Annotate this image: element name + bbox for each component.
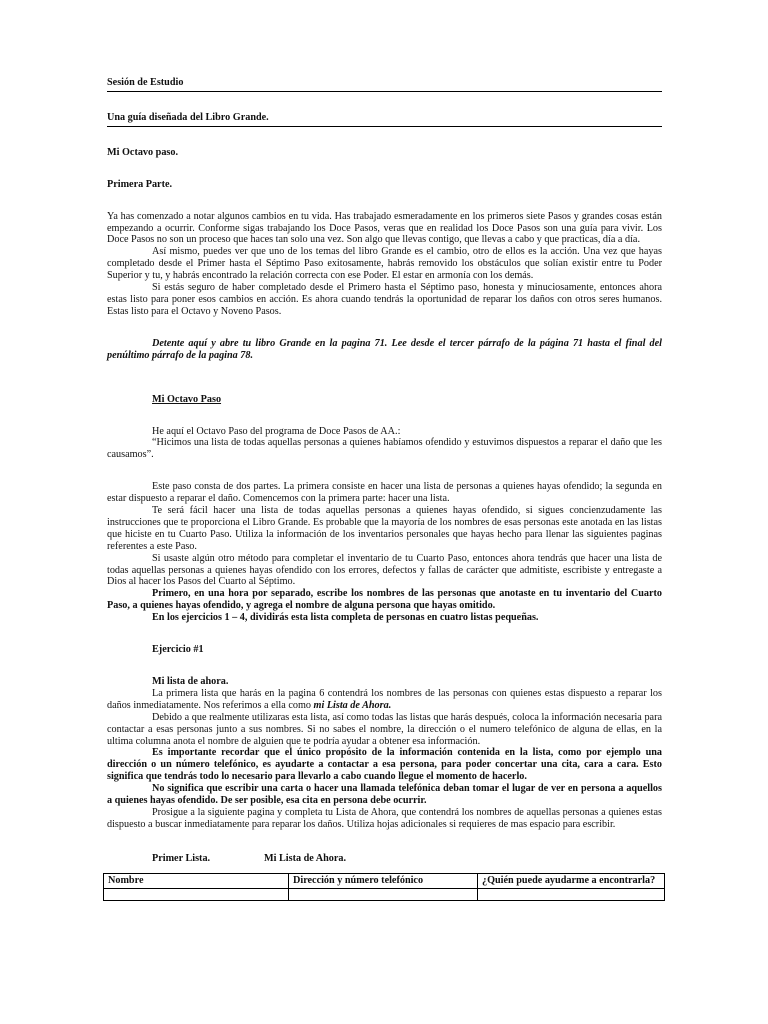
list-label: Primer Lista.: [152, 852, 211, 864]
intro-paragraph-2: Así mismo, puedes ver que uno de los temas del libro Grande es el cambio, otro de ellos es la acción. Una vez que hayas completado desde el Primer hasta el Séptimo Paso exitosamente, habrás removido los obstáculos que solían existir entre tu Poder Superior y tu, y habrás encontrado la relación correcta con ese Poder. El estar en armonía con los demás.: [107, 246, 662, 282]
step-paragraph-2: Te será fácil hacer una lista de todas aquellas personas a quienes hayas ofendido, si sigues concienzudamente las instrucciones que te proporciona el Libro Grande. Es probable que la mayoría de los nombres de esas personas este anotada en las listas que hiciste en tu Cuarto Paso. Utiliza la información de los inventarios personales que hayas hecho para llenar las siguientes paginas referentes a este Paso.: [107, 505, 662, 552]
exercise-paragraph-1: [107, 688, 662, 712]
exercise-paragraph-5: Prosigue a la siguiente pagina y completa tu Lista de Ahora, que contendrá los nombres de aquellas personas a quienes estas dispuesto a buscar inmediatamente para reparar los daños. Utiliza hojas adicionales si requieres de mas espacio para escribir.: [107, 806, 662, 830]
step-paragraph-3: Si usaste algún otro método para completar el inventario de tu Cuarto Paso, entonces ahora tendrás que hacer una lista de todas aquellas personas a quienes hayas ofendido con los errores, defectos y fallas de carácter que admitiste, escribiste y entregaste a Dios al hacer los Pasos del Cuarto al Séptimo.: [107, 552, 662, 588]
column-header-helper: ¿Quién puede ayudarme a encontrarla?: [478, 873, 665, 888]
now-list-emphasis: mi Lista de Ahora.: [313, 699, 392, 711]
column-header-name: Nombre: [104, 873, 289, 888]
exercise-paragraph-3: Es importante recordar que el único propósito de la información contenida en la lista, como por ejemplo una dirección o un número telefónico, es ayudarte a contactar a esa persona, para poder concertar una cita, cara a cara. Esto significa que tendrás todo lo necesario para llevarlo a cabo cuando llegue el momento de hacerlo.: [107, 747, 662, 783]
step-title: Mi Octavo paso.: [107, 146, 179, 158]
step-paragraph-4: Primero, en una hora por separado, escribe los nombres de las personas que anotaste en tu inventario del Cuarto Paso, a quienes hayas ofendido, y agrega el nombre de alguna persona que hayas omitido.: [107, 588, 662, 612]
now-list-table: [103, 873, 665, 901]
list-heading: [107, 853, 662, 865]
step-paragraph-5: En los ejercicios 1 – 4, dividirás esta lista completa de personas en cuatro listas pequeñas.: [152, 612, 539, 624]
table-cell-helper[interactable]: [478, 888, 665, 900]
step-paragraph-1: Este paso consta de dos partes. La primera consiste en hacer una lista de personas a quienes hayas ofendido; la segunda en estar dispuesto a reparar el daño. Comencemos con la primera parte: hacer una lista.: [107, 481, 662, 505]
intro-paragraph-1: Ya has comenzado a notar algunos cambios en tu vida. Has trabajado esmeradamente en los primeros siete Pasos y grandes cosas están empezando a ocurrir. Conforme sigas trabajando los Doce Pasos, veras que en realidad los Doce Pasos son una guía para vivir. Los Doce Pasos no son un proceso que haces tan solo una vez. Son algo que llevas contigo, que llevas a cabo y que practicas, día a día.: [107, 210, 662, 246]
table-cell-name[interactable]: [104, 888, 289, 900]
exercise-paragraph-2: Debido a que realmente utilizaras esta lista, así como todas las listas que harás después, coloca la información necesaria para contactar a esas personas junto a sus nombres. Si no sabes el nombre, la dirección o el numero telefónico de alguna de ellas, en la ultima columna anota el nombre de alguien que te podría ayudar a obtener esa información.: [107, 711, 662, 747]
session-header: Sesión de Estudio: [107, 77, 662, 92]
part-title: Primera Parte.: [107, 178, 173, 190]
section-heading: Mi Octavo Paso: [152, 393, 222, 405]
document-content: [107, 77, 662, 901]
table-row: [104, 888, 665, 900]
table-cell-address[interactable]: [289, 888, 478, 900]
list-name: Mi Lista de Ahora.: [264, 852, 347, 864]
exercise-subtitle: Mi lista de ahora.: [152, 676, 229, 687]
intro-paragraph-3: Si estás seguro de haber completado desde el Primero hasta el Séptimo paso, honesta y minuciosamente, entonces ahora estas listo para poner esos cambios en acción. Es ahora cuando tendrás la oportunidad de reparar los daños con otros seres humanos. Estas listo para el Octavo y Noveno Pasos.: [107, 282, 662, 317]
reading-instruction: Detente aquí y abre tu libro Grande en la pagina 71. Lee desde el tercer párrafo de la página 71 hasta el final del penúltimo párrafo de la pagina 78.: [107, 337, 662, 361]
step-intro-line: He aquí el Octavo Paso del programa de Doce Pasos de AA.:: [152, 425, 401, 437]
column-header-address: Dirección y número telefónico: [289, 873, 478, 888]
exercise-paragraph-4: No significa que escribir una carta o hacer una llamada telefónica deban tomar el lugar de ver en persona a aquellos a quienes hayas ofendido. De ser posible, esa cita en persona debe ocurrir.: [107, 783, 662, 807]
exercise-title: Ejercicio #1: [152, 644, 204, 656]
step-quote: “Hicimos una lista de todas aquellas personas a quienes habíamos ofendido y estuvimos dispuestos a reparar el daño que les causamos”.: [107, 437, 662, 461]
exercise-paragraph-1-text: La primera lista que harás en la pagina 6 contendrá los nombres de las personas con quienes estas dispuesto a reparar los daños inmediatamente. Nos referimos a ella como: [107, 687, 662, 711]
table-header-row: [104, 873, 665, 888]
guide-header: Una guía diseñada del Libro Grande.: [107, 112, 662, 127]
